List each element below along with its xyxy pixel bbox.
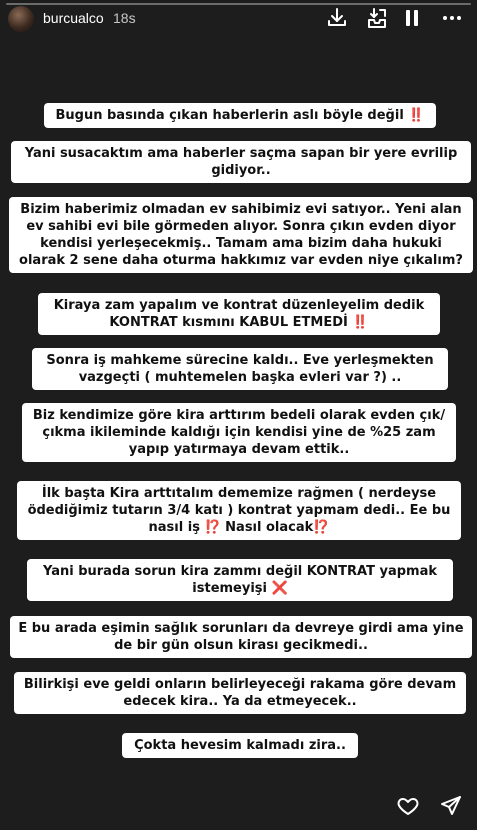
story-footer (0, 790, 477, 830)
caption: Biz kendimize göre kira arttırım bedeli olarak evden çık/ çıkma ikileminde kaldığı için kendisi yine de %25 zam yapıp yatırmaya devam ettik.. (22, 403, 456, 462)
caption: Bizim haberimiz olmadan ev sahibimiz evi satıyor.. Yeni alan ev sahibi evi bile görmeden alıyor. Sonra çıkın evden diyor kendisi yerleşecekmiş.. Tamam ama bizim daha hukuki olarak 2 sene daha oturma hakkımız var evden niye çıkalım? (9, 197, 473, 273)
username[interactable]: burcualco (43, 10, 104, 26)
caption: E bu arada eşimin sağlık sorunları da devreye girdi ama yine de bir gün olsun kirası gecikmedi.. (10, 616, 472, 658)
story-progress-bar (6, 3, 471, 5)
caption: İlk başta Kira arttıtalım dememize rağmen ( nerdeyse ödediğimiz tutarın 3/4 katı ) kontrat yapmam dedi.. Ee bu nasıl iş ⁉️ Nasıl olacak⁉️ (17, 481, 461, 540)
heart-icon[interactable] (396, 794, 420, 818)
save-icon[interactable] (365, 6, 389, 30)
caption: Yani susacaktım ama haberler saçma sapan bir yere evrilip gidiyor.. (11, 141, 471, 183)
caption: Sonra iş mahkeme sürecine kaldı.. Eve yerleşmekten vazgeçti ( muhtemelen başka evleri var ?) .. (32, 348, 448, 390)
avatar[interactable] (8, 6, 34, 32)
download-icon[interactable] (325, 6, 349, 30)
caption: Çokta hevesim kalmadı zira.. (122, 733, 358, 758)
caption: Bilirkişi eve geldi onların belirleyeceği rakama göre devam edecek kira.. Ya da etmeyecek.. (14, 672, 466, 714)
send-icon[interactable] (439, 794, 463, 818)
caption: Kiraya zam yapalım ve kontrat düzenleyelim dedik KONTRAT kısmını KABUL ETMEDİ ‼️ (38, 293, 440, 335)
pause-icon[interactable] (400, 6, 424, 30)
more-icon[interactable] (440, 6, 464, 30)
post-time: 18s (113, 10, 136, 26)
story-header (0, 6, 477, 32)
caption: Bugun basında çıkan haberlerin aslı böyle değil ‼️ (44, 103, 436, 128)
caption: Yani burada sorun kira zammı değil KONTRAT yapmak istemeyişi ❌ (27, 559, 453, 601)
